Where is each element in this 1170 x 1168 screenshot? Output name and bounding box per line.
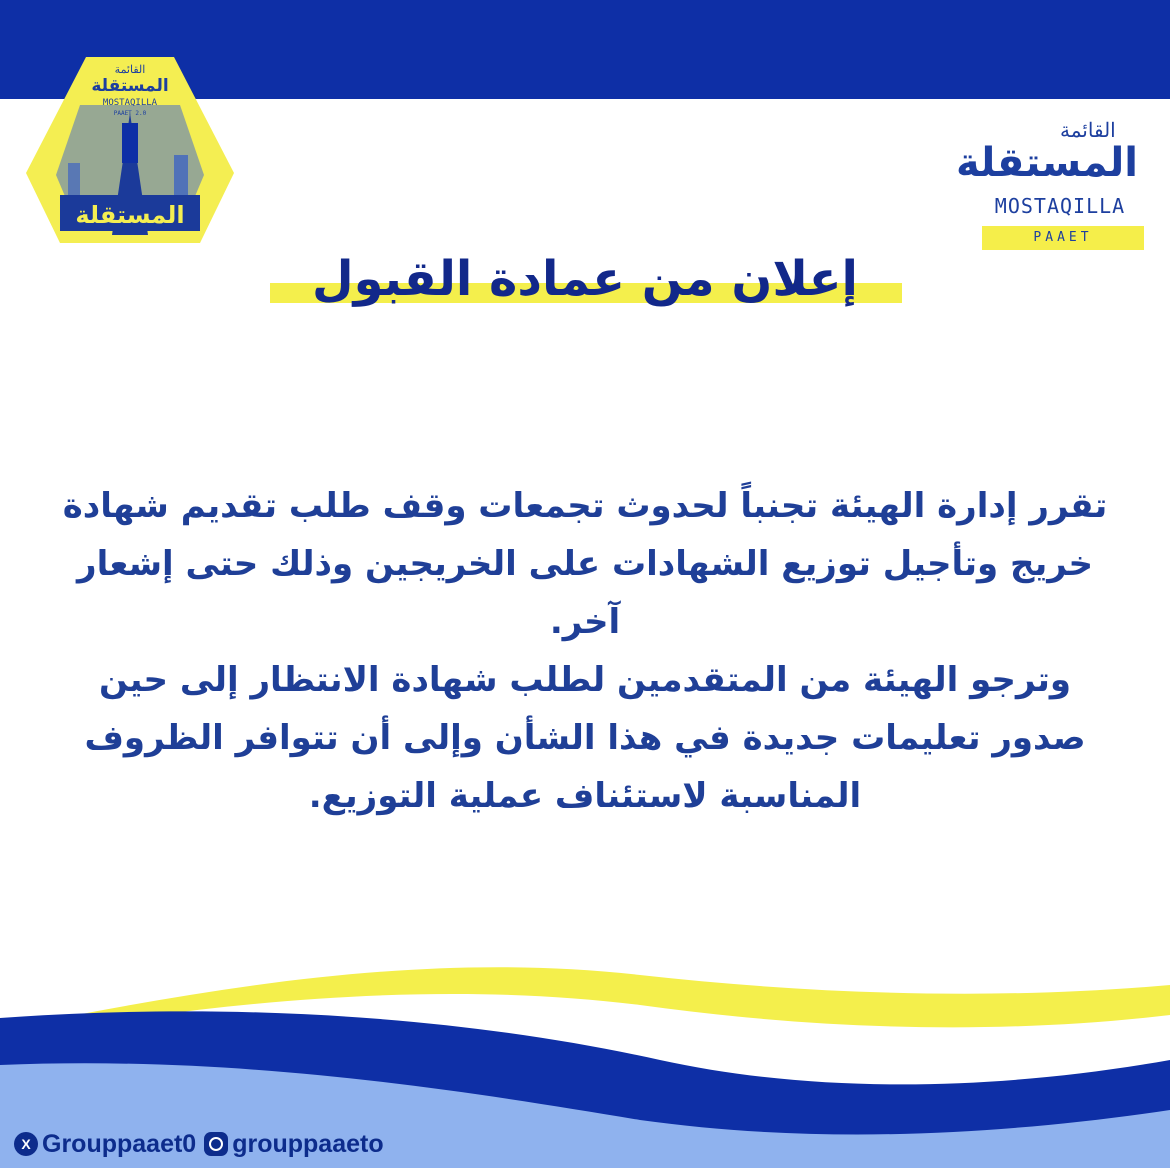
right-logo-big: المستقلة: [956, 140, 1138, 186]
x-icon: X: [14, 1132, 38, 1156]
badge-name-en: MOSTAQILLA: [102, 98, 158, 108]
badge-logo: [24, 55, 236, 245]
right-logo-latin: MOSTAQILLA: [994, 194, 1126, 218]
badge-bottom-name: المستقلة: [75, 201, 185, 229]
announcement-paragraph-1: تقرر إدارة الهيئة تجنباً لحدوث تجمعات وقف طلب تقديم شهادة خريج وتأجيل توزيع الشهادات على الخريجين وذلك حتى إشعار آخر.: [62, 486, 1108, 642]
page-title: إعلان من عمادة القبول: [311, 251, 859, 307]
x-handle[interactable]: Grouppaaet0: [42, 1129, 197, 1158]
badge-sub-en: PAAET 2.0: [113, 110, 147, 117]
announcement-body: [60, 477, 1110, 825]
right-logo-tag: PAAET: [982, 226, 1144, 250]
right-logo-small: القائمة: [1060, 118, 1116, 142]
social-handles: [14, 1127, 384, 1161]
badge-top-line: القائمة: [114, 63, 146, 76]
right-logo: [956, 112, 1145, 252]
announcement-paragraph-2: وترجو الهيئة من المتقدمين لطلب شهادة الانتظار إلى حين صدور تعليمات جديدة في هذا الشأن وإلى أن تتوافر الظروف المناسبة لاستئناف عملية التوزيع.: [84, 660, 1086, 816]
instagram-handle[interactable]: grouppaaeto: [232, 1129, 384, 1158]
badge-name-ar: المستقلة: [91, 76, 169, 96]
instagram-icon: [204, 1132, 228, 1156]
